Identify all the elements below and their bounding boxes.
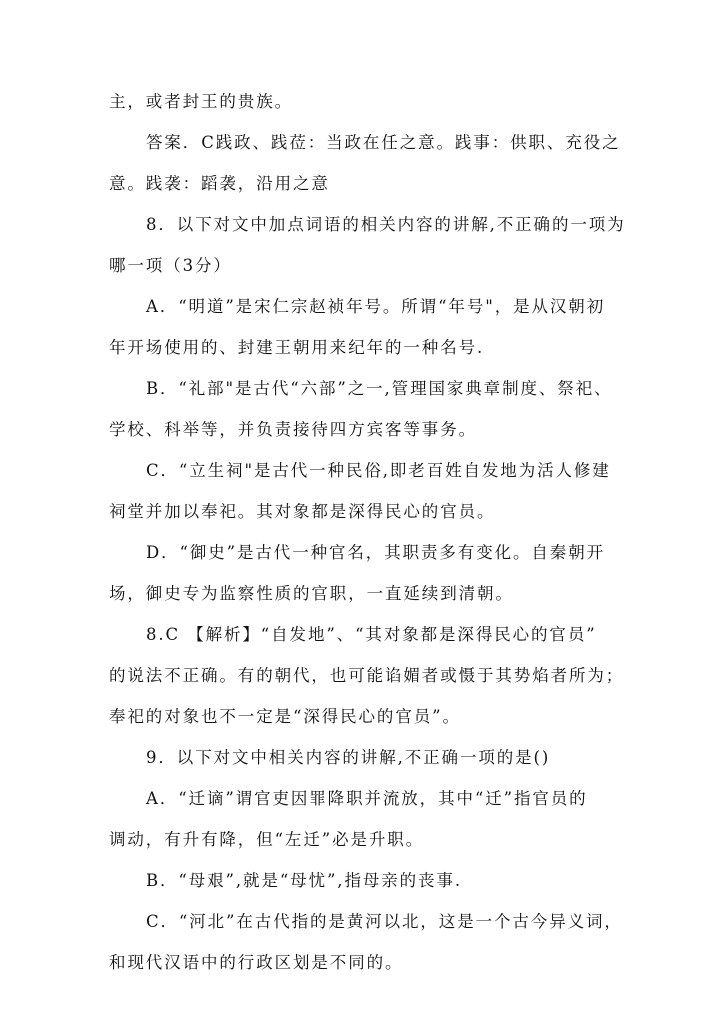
text-line: 主，或者封王的贵族。 [109,92,293,111]
text-line: 祠堂并加以奉祀。其对象都是深得民心的官员。 [109,502,496,521]
text-line: 答案．C践政、践莅：当政在任之意。践事：供职、充役之 [146,133,621,152]
text-line: A．“明道”是宋仁宗赵祯年号。所谓“年号"，是从汉朝初 [146,297,606,316]
text-line: 8．以下对文中加点词语的相关内容的讲解,不正确的一项为 [146,215,626,234]
text-line: 年开场使用的、封建王朝用来纪年的一种名号. [109,338,485,357]
text-line: 哪一项（3分） [109,256,232,275]
text-line: 8.C 【解析】“自发地”、“其对象都是深得民心的官员” [146,625,597,644]
text-line: C．“立生祠"是古代一种民俗,即老百姓自发地为活人修建 [146,461,611,480]
text-line: C．“河北”在古代指的是黄河以北，这是一个古今异义词， [146,912,623,931]
text-line: 奉祀的对象也不一定是“深得民心的官员”。 [109,707,461,726]
text-line: 场，御史专为监察性质的官职，一直延续到清朝。 [109,584,514,603]
text-line: 的说法不正确。有的朝代，也可能谄媚者或慑于其势焰者所为； [109,666,625,685]
text-line: B．“母艰”,就是“母忧”,指母亲的丧事. [146,871,463,890]
text-line: 和现代汉语中的行政区划是不同的。 [109,953,404,972]
text-line: A．“迁谪”谓官吏因罪降职并流放，其中“迁”指官员的 [146,789,588,808]
text-line: 学校、科举等，并负责接待四方宾客等事务。 [109,420,477,439]
text-line: D．“御史”是古代一种官名，其职责多有变化。自秦朝开 [146,543,605,562]
text-line: 调动，有升有降，但“左迁”必是升职。 [109,830,425,849]
text-line: 9．以下对文中相关内容的讲解,不正确一项的是() [146,748,551,767]
text-line: 意。践袭：蹈袭，沿用之意 [109,174,330,193]
text-line: B．“礼部"是古代“六部”之一,管理国家典章制度、祭祀、 [146,379,613,398]
